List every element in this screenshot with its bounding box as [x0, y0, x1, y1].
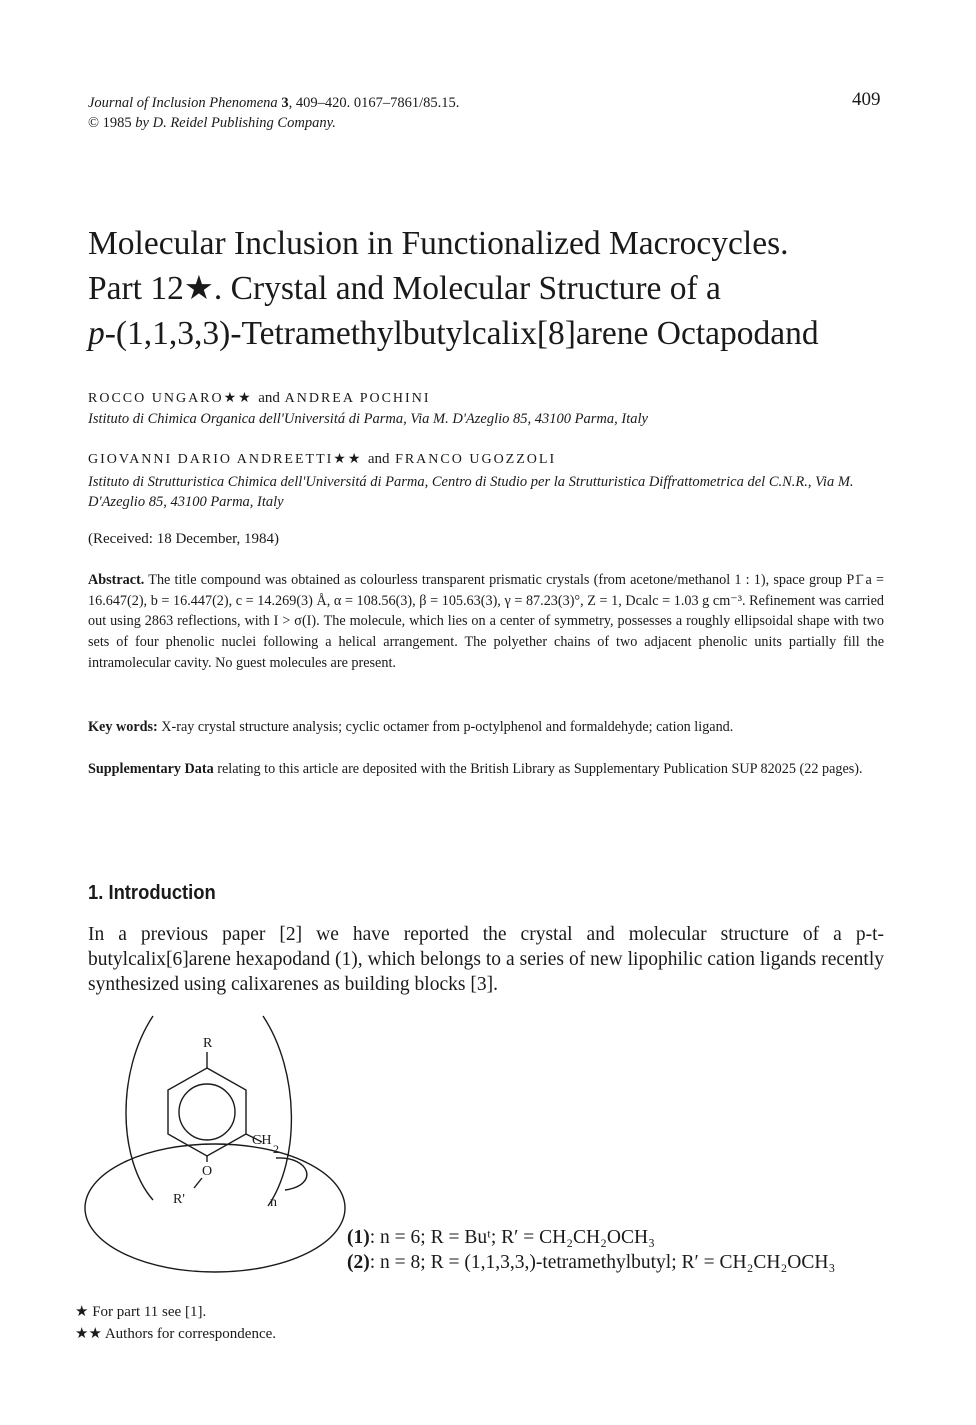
author-line-1: ROCCO UNGARO★★ and ANDREA POCHINI [88, 390, 431, 406]
keywords: Key words: X-ray crystal structure analysis; cyclic octamer from p-octylphenol and formaldehyde; cation ligand. [88, 719, 734, 735]
title-line-1: Molecular Inclusion in Functionalized Macrocycles. [88, 225, 789, 262]
right-bracket [263, 1016, 291, 1206]
page-number: 409 [852, 89, 881, 110]
label-ch: CH [252, 1133, 272, 1148]
abstract: Abstract. The title compound was obtained as colourless transparent prismatic crystals (from acetone/methanol 1 : 1), space group P1̄ a = 16.647(2), b = 16.447(2), c = 14.269(3) Å, α = 108.56(3), β = 105.63(3), γ = 87.23(3)°, Z = 1, Dcalc = 1.03 g cm⁻³. Refinement was carried out using 2863 reflections, with I > σ(I). The molecule, which lies on a center of symmetry, possesses a roughly ellipsoidal shape with two sets of four phenolic nuclei following a helical arrangement. The polyether chains of two adjacent phenolic units partially fill the intramolecular cavity. No guest molecules are present. [88, 572, 884, 671]
label-n: n [270, 1195, 277, 1210]
label-r-prime: R' [173, 1192, 185, 1207]
affiliation-1: Istituto di Chimica Organica dell'Universitá di Parma, Via M. D'Azeglio 85, 43100 Parma, Italy [88, 411, 648, 427]
footnote-1: ★ For part 11 see [1]. [75, 1304, 207, 1320]
copyright-line: © 1985 by D. Reidel Publishing Company. [88, 115, 336, 131]
bond-o-r [194, 1178, 202, 1188]
author-line-2: GIOVANNI DARIO ANDREETTI★★ and FRANCO UGOZZOLI [88, 451, 557, 467]
affiliation-2: Istituto di Strutturistica Chimica dell'Universitá di Parma, Centro di Studio per la Strutturistica Diffrattometrica del C.N.R., Via M. D'Azeglio 85, 43100 Parma, Italy [88, 474, 854, 510]
title-line-2: Part 12★. Crystal and Molecular Structure of a [88, 270, 721, 307]
label-r: R [203, 1036, 213, 1051]
macrocycle-ellipse [85, 1144, 345, 1272]
title-line-3: p-(1,1,3,3)-Tetramethylbutylcalix[8]arene Octapodand [88, 315, 819, 352]
section-heading: 1. Introduction [88, 882, 216, 904]
calixarene-structure-figure [80, 1010, 355, 1280]
running-header [88, 93, 459, 133]
label-o: O [202, 1164, 213, 1179]
compound-2: (2): n = 8; R = (1,1,3,3,)-tetramethylbutyl; R′ = CH₂CH₂OCH₃ [347, 1252, 836, 1273]
journal-citation: Journal of Inclusion Phenomena 3, 409–420. 0167–7861/85.15. [88, 95, 460, 111]
compound-1: (1): n = 6; R = Buᵗ; R′ = CH₂CH₂OCH₃ [347, 1227, 655, 1248]
footnote-2: ★★ Authors for correspondence. [75, 1326, 277, 1342]
supplementary-data: Supplementary Data relating to this article are deposited with the British Library as Supplementary Publication SUP 82025 (22 pages). [88, 761, 863, 777]
bond-ch2-link [276, 1158, 307, 1190]
label-ch2-sub: 2 [273, 1142, 279, 1156]
aromatic-circle [179, 1084, 235, 1140]
left-bracket [126, 1016, 153, 1200]
introduction-paragraph: In a previous paper [2] we have reported the crystal and molecular structure of a p-t-butylcalix[6]arene hexapodand (1), which belongs to a series of new lipophilic cation ligands recently synthesized using calixarenes as building blocks [3]. [88, 924, 884, 995]
received-date: (Received: 18 December, 1984) [88, 531, 279, 547]
article-title [88, 221, 918, 356]
